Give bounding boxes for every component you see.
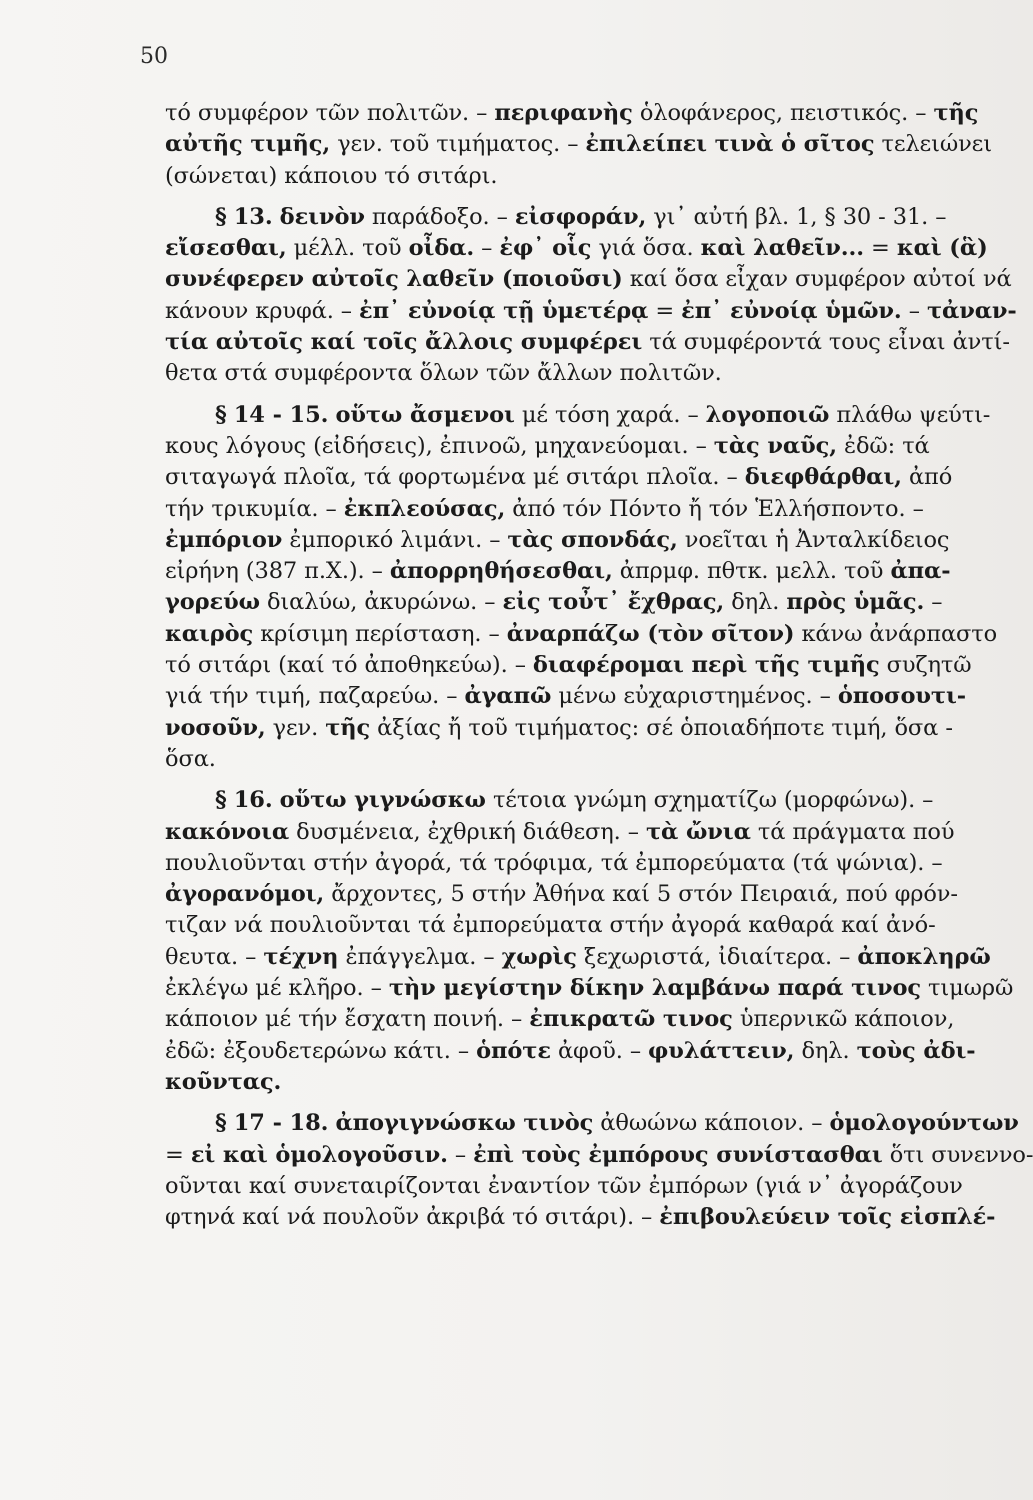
text-line: εἰρήνη (387 π.Χ.). – ἀπορρηθήσεσθαι, ἀπρμφ. πθτκ. μελλ. τοῦ ἀπα- [165,558,951,585]
text-line: κάποιον μέ τήν ἔσχατη ποινή. – ἐπικρατῶ τινος ὑπερνικῶ κάποιον, [165,1006,955,1033]
text-line: σιταγωγά πλοῖα, τά φορτωμένα μέ σιτάρι πλοῖα. – διεφθάρθαι, ἀπό [165,464,953,491]
text-line: νοσοῦν, γεν. τῆς ἀξίας ἤ τοῦ τιμήματος: σέ ὁποιαδήποτε τιμή, ὅσα - [165,714,953,741]
text-line: = εἰ καὶ ὁμολογοῦσιν. – ἐπὶ τοὺς ἐμπόρους συνίστασθαι ὅτι συνεννο- [165,1141,1033,1168]
text-line: ἐμπόριον ἐμπορικό λιμάνι. – τὰς σπονδάς, νοεῖται ἡ Ἀνταλκίδειος [165,526,950,553]
text-line: ἀγορανόμοι, ἄρχοντες, 5 στήν Ἀθήνα καί 5 στόν Πειραιά, πού φρόν- [165,881,958,908]
glossary-text [165,98,1033,1233]
section-heading-line: § 13. δεινὸν παράδοξο. – εἰσφοράν, γι᾽ αὐτή βλ. 1, § 30 - 31. – [215,203,947,230]
text-line: καιρὸς κρίσιμη περίσταση. – ἀναρπάζω (τὸν σῖτον) κάνω ἀνάρπαστο [165,620,998,647]
text-line: ὅσα. [165,745,216,772]
text-line: τό σιτάρι (καί τό ἀποθηκεύω). – διαφέρομαι περὶ τῆς τιμῆς συζητῶ [165,652,972,679]
text-line: γορεύω διαλύω, ἀκυρώνω. – εἰς τοὖτ᾽ ἔχθρας, δηλ. πρὸς ὑμᾶς. – [165,589,943,616]
text-line: κάνουν κρυφά. – ἐπ᾽ εὐνοίᾳ τῇ ὑμετέρᾳ = ἐπ᾽ εὐνοίᾳ ὑμῶν. – τἀναν- [165,297,1017,324]
text-line: ἐκλέγω μέ κλῆρο. – τὴν μεγίστην δίκην λαμβάνω παρά τινος τιμωρῶ [165,975,1014,1002]
text-line: κακόνοια δυσμένεια, ἐχθρική διάθεση. – τὰ ὤνια τά πράγματα πού [165,818,955,845]
section-heading-line: § 16. οὕτω γιγνώσκω τέτοια γνώμη σχηματίζω (μορφώνω). – [215,787,934,814]
text-line: τία αὐτοῖς καί τοῖς ἄλλοις συμφέρει τά συμφέροντά τους εἶναι ἀντί- [165,329,1010,356]
section-heading-line: § 14 - 15. οὕτω ἄσμενοι μέ τόση χαρά. – λογοποιῶ πλάθω ψεύτι- [215,401,991,428]
text-line: πουλιοῦνται στήν ἀγορά, τά τρόφιμα, τά ἐμπορεύματα (τά ψώνια). – [165,849,943,876]
text-line: (σώνεται) κάποιου τό σιτάρι. [165,162,498,189]
text-line: θετα στά συμφέροντα ὅλων τῶν ἄλλων πολιτῶν. [165,360,722,387]
text-line: θευτα. – τέχνη ἐπάγγελμα. – χωρὶς ξεχωριστά, ἰδιαίτερα. – ἀποκληρῶ [165,943,991,970]
text-line: κοῦντας. [165,1068,282,1095]
text-line: φτηνά καί νά πουλοῦν ἀκριβά τό σιτάρι). – ἐπιβουλεύειν τοῖς εἰσπλέ- [165,1204,996,1231]
text-line: τό συμφέρον τῶν πολιτῶν. – περιφανὴς ὁλοφάνερος, πειστικός. – τῆς [165,100,979,126]
text-line: εἴσεσθαι, μέλλ. τοῦ οἶδα. – ἐφ᾽ οἷς γιά ὅσα. καὶ λαθεῖν... = καὶ (ἃ) [165,235,988,262]
text-line: οῦνται καί συνεταιρίζονται ἐναντίον τῶν ἐμπόρων (γιά ν᾽ ἀγοράζουν [165,1172,963,1199]
text-line: τήν τρικυμία. – ἐκπλεούσας, ἀπό τόν Πόντο ἤ τόν Ἑλλήσποντο. – [165,495,924,522]
section-heading-line: § 17 - 18. ἀπογιγνώσκω τινὸς ἀθωώνω κάποιον. – ὁμολογούντων [215,1110,1019,1137]
text-line: γιά τήν τιμή, παζαρεύω. – ἀγαπῶ μένω εὐχαριστημένος. – ὁποσουτι- [165,683,967,710]
text-line: τιζαν νά πουλιοῦνται τά ἐμπορεύματα στήν ἀγορά καθαρά καί ἀνό- [165,912,936,939]
text-line: αὐτῆς τιμῆς, γεν. τοῦ τιμήματος. – ἐπιλείπει τινὰ ὁ σῖτος τελειώνει [165,131,992,158]
page-number: 50 [140,44,168,69]
text-line: συνέφερεν αὐτοῖς λαθεῖν (ποιοῦσι) καί ὅσα εἶχαν συμφέρον αὐτοί νά [165,266,1012,293]
text-line: ἐδῶ: ἐξουδετερώνω κάτι. – ὁπότε ἀφοῦ. – φυλάττειν, δηλ. τοὺς ἀδι- [165,1037,976,1064]
text-line: κους λόγους (εἰδήσεις), ἐπινοῶ, μηχανεύομαι. – τὰς ναῦς, ἐδῶ: τά [165,432,930,459]
